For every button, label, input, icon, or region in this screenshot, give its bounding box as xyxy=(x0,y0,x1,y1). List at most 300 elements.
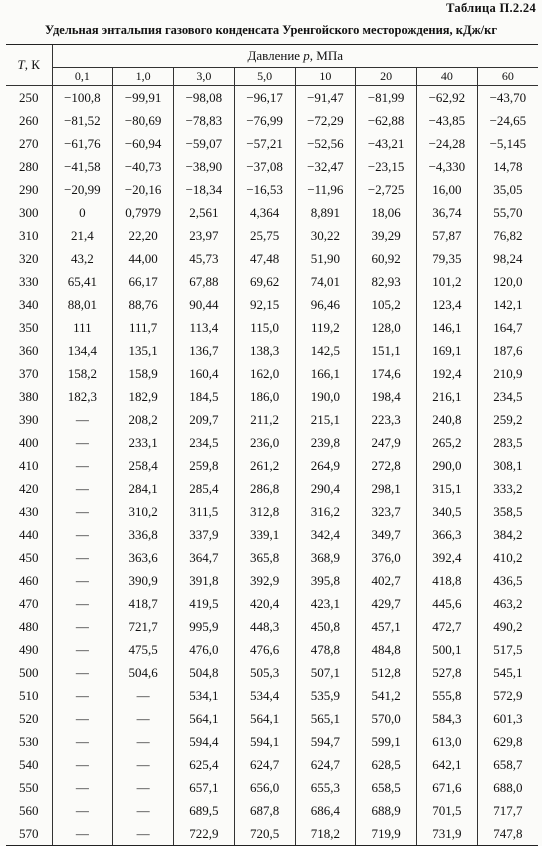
enthalpy-cell: −81,52 xyxy=(52,109,113,132)
table-row xyxy=(6,109,538,132)
enthalpy-cell: −59,07 xyxy=(174,132,235,155)
enthalpy-cell: −91,47 xyxy=(295,86,356,110)
enthalpy-cell: 719,9 xyxy=(356,822,417,846)
enthalpy-cell: 158,9 xyxy=(113,362,174,385)
enthalpy-cell: 111 xyxy=(52,316,113,339)
enthalpy-cell: — xyxy=(52,546,113,569)
enthalpy-cell: 4,364 xyxy=(234,201,295,224)
enthalpy-cell: 43,2 xyxy=(52,247,113,270)
enthalpy-cell: 120,0 xyxy=(477,270,538,293)
enthalpy-cell: 44,00 xyxy=(113,247,174,270)
enthalpy-cell: −78,83 xyxy=(174,109,235,132)
enthalpy-cell: 365,8 xyxy=(234,546,295,569)
enthalpy-cell: 570,0 xyxy=(356,707,417,730)
enthalpy-cell: — xyxy=(52,431,113,454)
enthalpy-cell: 457,1 xyxy=(356,615,417,638)
enthalpy-cell: — xyxy=(52,638,113,661)
enthalpy-cell: 721,7 xyxy=(113,615,174,638)
enthalpy-cell: 658,7 xyxy=(477,753,538,776)
enthalpy-cell: — xyxy=(113,730,174,753)
enthalpy-cell: 500,1 xyxy=(417,638,478,661)
enthalpy-cell: 594,4 xyxy=(174,730,235,753)
temperature-cell: 360 xyxy=(19,342,39,358)
enthalpy-cell: 624,7 xyxy=(234,753,295,776)
enthalpy-cell: 448,3 xyxy=(234,615,295,638)
enthalpy-cell: 391,8 xyxy=(174,569,235,592)
enthalpy-cell: 290,4 xyxy=(295,477,356,500)
enthalpy-cell: 39,29 xyxy=(356,224,417,247)
enthalpy-cell: 259,8 xyxy=(174,454,235,477)
enthalpy-cell: 722,9 xyxy=(174,822,235,846)
enthalpy-cell: 476,0 xyxy=(174,638,235,661)
enthalpy-cell: 261,2 xyxy=(234,454,295,477)
pressure-value-header: 1,0 xyxy=(113,68,174,86)
enthalpy-cell: 113,4 xyxy=(174,316,235,339)
table-row xyxy=(6,822,538,846)
enthalpy-cell: −16,53 xyxy=(234,178,295,201)
enthalpy-cell: 323,7 xyxy=(356,500,417,523)
enthalpy-cell: 476,6 xyxy=(234,638,295,661)
temperature-cell: 460 xyxy=(19,572,39,588)
enthalpy-cell: 429,7 xyxy=(356,592,417,615)
enthalpy-cell: −20,99 xyxy=(52,178,113,201)
enthalpy-cell: 209,7 xyxy=(174,408,235,431)
table-row xyxy=(6,408,538,431)
enthalpy-cell: 134,4 xyxy=(52,339,113,362)
enthalpy-cell: 76,82 xyxy=(477,224,538,247)
enthalpy-cell: 36,74 xyxy=(417,201,478,224)
enthalpy-cell: 342,4 xyxy=(295,523,356,546)
enthalpy-cell: 504,6 xyxy=(113,661,174,684)
enthalpy-cell: 66,17 xyxy=(113,270,174,293)
temperature-cell: 370 xyxy=(19,365,39,381)
enthalpy-cell: 283,5 xyxy=(477,431,538,454)
enthalpy-cell: −43,85 xyxy=(417,109,478,132)
enthalpy-cell: 101,2 xyxy=(417,270,478,293)
temperature-cell: 270 xyxy=(19,135,39,151)
enthalpy-cell: 358,5 xyxy=(477,500,538,523)
enthalpy-cell: 198,4 xyxy=(356,385,417,408)
enthalpy-cell: 594,7 xyxy=(295,730,356,753)
table-row xyxy=(6,776,538,799)
enthalpy-cell: 625,4 xyxy=(174,753,235,776)
enthalpy-cell: 340,5 xyxy=(417,500,478,523)
enthalpy-cell: 74,01 xyxy=(295,270,356,293)
enthalpy-cell: 47,48 xyxy=(234,247,295,270)
enthalpy-cell: −23,15 xyxy=(356,155,417,178)
enthalpy-cell: 30,22 xyxy=(295,224,356,247)
enthalpy-cell: 392,4 xyxy=(417,546,478,569)
temperature-cell: 260 xyxy=(19,112,39,128)
enthalpy-cell: −5,145 xyxy=(477,132,538,155)
enthalpy-cell: 88,01 xyxy=(52,293,113,316)
temperature-cell: 430 xyxy=(19,503,39,519)
enthalpy-cell: 169,1 xyxy=(417,339,478,362)
enthalpy-cell: 0,7979 xyxy=(113,201,174,224)
enthalpy-cell: 505,3 xyxy=(234,661,295,684)
enthalpy-cell: 234,5 xyxy=(477,385,538,408)
enthalpy-cell: 0 xyxy=(52,201,113,224)
enthalpy-cell: 436,5 xyxy=(477,569,538,592)
enthalpy-cell: 67,88 xyxy=(174,270,235,293)
table-row xyxy=(6,661,538,684)
enthalpy-cell: 88,76 xyxy=(113,293,174,316)
enthalpy-cell: 174,6 xyxy=(356,362,417,385)
temperature-cell: 510 xyxy=(19,687,39,703)
table-row xyxy=(6,339,538,362)
enthalpy-cell: — xyxy=(113,753,174,776)
temperature-cell: 570 xyxy=(6,822,52,846)
enthalpy-cell: 22,20 xyxy=(113,224,174,247)
enthalpy-cell: 16,00 xyxy=(417,178,478,201)
enthalpy-cell: 285,4 xyxy=(174,477,235,500)
temperature-cell: 470 xyxy=(19,595,39,611)
enthalpy-cell: 264,9 xyxy=(295,454,356,477)
enthalpy-cell: −96,17 xyxy=(234,86,295,110)
enthalpy-cell: 151,1 xyxy=(356,339,417,362)
enthalpy-cell: 51,90 xyxy=(295,247,356,270)
enthalpy-cell: 315,1 xyxy=(417,477,478,500)
table-row xyxy=(6,753,538,776)
temperature-cell: 540 xyxy=(19,756,39,772)
enthalpy-cell: 564,1 xyxy=(234,707,295,730)
enthalpy-cell: 298,1 xyxy=(356,477,417,500)
temperature-cell: 500 xyxy=(19,664,39,680)
enthalpy-cell: 290,0 xyxy=(417,454,478,477)
enthalpy-cell: 35,05 xyxy=(477,178,538,201)
table-row xyxy=(6,293,538,316)
enthalpy-cell: — xyxy=(52,661,113,684)
enthalpy-cell: 21,4 xyxy=(52,224,113,247)
enthalpy-cell: 463,2 xyxy=(477,592,538,615)
enthalpy-cell: 555,8 xyxy=(417,684,478,707)
enthalpy-cell: 504,8 xyxy=(174,661,235,684)
enthalpy-cell: 392,9 xyxy=(234,569,295,592)
enthalpy-cell: 57,87 xyxy=(417,224,478,247)
enthalpy-cell: 418,7 xyxy=(113,592,174,615)
enthalpy-cell: 284,1 xyxy=(113,477,174,500)
enthalpy-cell: 96,46 xyxy=(295,293,356,316)
enthalpy-cell: 624,7 xyxy=(295,753,356,776)
pressure-value-header: 60 xyxy=(477,68,538,86)
temperature-cell: 480 xyxy=(19,618,39,634)
enthalpy-cell: 450,8 xyxy=(295,615,356,638)
enthalpy-cell: 490,2 xyxy=(477,615,538,638)
enthalpy-cell: 402,7 xyxy=(356,569,417,592)
table-row xyxy=(6,799,538,822)
enthalpy-cell: −32,47 xyxy=(295,155,356,178)
enthalpy-cell: 701,5 xyxy=(417,799,478,822)
enthalpy-cell: 419,5 xyxy=(174,592,235,615)
enthalpy-cell: 629,8 xyxy=(477,730,538,753)
table-row xyxy=(6,638,538,661)
temperature-cell: 400 xyxy=(19,434,39,450)
enthalpy-cell: 472,7 xyxy=(417,615,478,638)
enthalpy-cell: 688,0 xyxy=(477,776,538,799)
enthalpy-cell: 747,8 xyxy=(477,822,538,846)
enthalpy-cell: 258,4 xyxy=(113,454,174,477)
enthalpy-cell: — xyxy=(52,500,113,523)
enthalpy-cell: −43,70 xyxy=(477,86,538,110)
enthalpy-cell: 60,92 xyxy=(356,247,417,270)
table-row xyxy=(6,730,538,753)
enthalpy-cell: −62,92 xyxy=(417,86,478,110)
table-row xyxy=(6,431,538,454)
enthalpy-cell: 79,35 xyxy=(417,247,478,270)
enthalpy-cell: 534,4 xyxy=(234,684,295,707)
enthalpy-cell: 119,2 xyxy=(295,316,356,339)
enthalpy-cell: −40,73 xyxy=(113,155,174,178)
enthalpy-cell: 349,7 xyxy=(356,523,417,546)
table-row xyxy=(6,546,538,569)
enthalpy-cell: 601,3 xyxy=(477,707,538,730)
enthalpy-cell: 572,9 xyxy=(477,684,538,707)
temperature-cell: 340 xyxy=(19,296,39,312)
enthalpy-cell: −72,29 xyxy=(295,109,356,132)
enthalpy-cell: 445,6 xyxy=(417,592,478,615)
temperature-cell: 290 xyxy=(19,181,39,197)
table-row xyxy=(6,523,538,546)
temperature-cell: 550 xyxy=(19,779,39,795)
table-row xyxy=(6,454,538,477)
enthalpy-cell: 418,8 xyxy=(417,569,478,592)
enthalpy-cell: 310,2 xyxy=(113,500,174,523)
enthalpy-cell: 142,1 xyxy=(477,293,538,316)
enthalpy-cell: — xyxy=(52,592,113,615)
enthalpy-cell: −37,08 xyxy=(234,155,295,178)
enthalpy-cell: 565,1 xyxy=(295,707,356,730)
enthalpy-cell: 657,1 xyxy=(174,776,235,799)
enthalpy-cell: 308,1 xyxy=(477,454,538,477)
enthalpy-cell: 184,5 xyxy=(174,385,235,408)
enthalpy-cell: −60,94 xyxy=(113,132,174,155)
enthalpy-cell: 136,7 xyxy=(174,339,235,362)
enthalpy-cell: 18,06 xyxy=(356,201,417,224)
enthalpy-cell: 233,1 xyxy=(113,431,174,454)
table-row xyxy=(6,569,538,592)
enthalpy-cell: 395,8 xyxy=(295,569,356,592)
table-body xyxy=(6,86,538,846)
enthalpy-cell: 584,3 xyxy=(417,707,478,730)
enthalpy-cell: 236,0 xyxy=(234,431,295,454)
enthalpy-cell: 223,3 xyxy=(356,408,417,431)
enthalpy-cell: 2,561 xyxy=(174,201,235,224)
enthalpy-cell: 65,41 xyxy=(52,270,113,293)
enthalpy-cell: 376,0 xyxy=(356,546,417,569)
table-row xyxy=(6,500,538,523)
enthalpy-cell: −57,21 xyxy=(234,132,295,155)
enthalpy-cell: — xyxy=(113,776,174,799)
enthalpy-cell: 208,2 xyxy=(113,408,174,431)
table-row xyxy=(6,132,538,155)
enthalpy-cell: 98,24 xyxy=(477,247,538,270)
enthalpy-cell: 259,2 xyxy=(477,408,538,431)
enthalpy-cell: 164,7 xyxy=(477,316,538,339)
table-row xyxy=(6,385,538,408)
enthalpy-cell: 368,9 xyxy=(295,546,356,569)
enthalpy-cell: — xyxy=(52,408,113,431)
enthalpy-cell: 507,1 xyxy=(295,661,356,684)
table-row xyxy=(6,86,538,110)
enthalpy-cell: 311,5 xyxy=(174,500,235,523)
enthalpy-cell: — xyxy=(113,707,174,730)
enthalpy-cell: 55,70 xyxy=(477,201,538,224)
enthalpy-cell: −18,34 xyxy=(174,178,235,201)
enthalpy-cell: 312,8 xyxy=(234,500,295,523)
enthalpy-table xyxy=(6,44,538,846)
table-row xyxy=(6,316,538,339)
enthalpy-cell: 182,9 xyxy=(113,385,174,408)
temperature-cell: 350 xyxy=(19,319,39,335)
enthalpy-cell: 316,2 xyxy=(295,500,356,523)
enthalpy-cell: 45,73 xyxy=(174,247,235,270)
temperature-cell: 410 xyxy=(19,457,39,473)
enthalpy-cell: 534,1 xyxy=(174,684,235,707)
enthalpy-cell: 366,3 xyxy=(417,523,478,546)
table-row xyxy=(6,155,538,178)
enthalpy-cell: — xyxy=(113,822,174,846)
pressure-value-header: 10 xyxy=(295,68,356,86)
enthalpy-cell: 216,1 xyxy=(417,385,478,408)
table-row xyxy=(6,592,538,615)
enthalpy-cell: −100,8 xyxy=(52,86,113,110)
enthalpy-cell: −11,96 xyxy=(295,178,356,201)
temperature-cell: 310 xyxy=(19,227,39,243)
pressure-value-header: 0,1 xyxy=(52,68,113,86)
enthalpy-cell: 142,5 xyxy=(295,339,356,362)
enthalpy-cell: 247,9 xyxy=(356,431,417,454)
table-number: Таблица П.2.24 xyxy=(446,1,536,15)
enthalpy-cell: 527,8 xyxy=(417,661,478,684)
table-row xyxy=(6,201,538,224)
pressure-value-header: 3,0 xyxy=(174,68,235,86)
enthalpy-cell: 995,9 xyxy=(174,615,235,638)
pressure-value-header: 40 xyxy=(417,68,478,86)
enthalpy-cell: −20,16 xyxy=(113,178,174,201)
enthalpy-cell: 111,7 xyxy=(113,316,174,339)
enthalpy-cell: 517,5 xyxy=(477,638,538,661)
enthalpy-cell: 333,2 xyxy=(477,477,538,500)
temperature-cell: 490 xyxy=(19,641,39,657)
enthalpy-cell: 192,4 xyxy=(417,362,478,385)
table-row xyxy=(6,270,538,293)
table-row xyxy=(6,684,538,707)
enthalpy-cell: 475,5 xyxy=(113,638,174,661)
enthalpy-cell: — xyxy=(52,753,113,776)
enthalpy-cell: — xyxy=(52,822,113,846)
enthalpy-cell: 115,0 xyxy=(234,316,295,339)
enthalpy-cell: 478,8 xyxy=(295,638,356,661)
enthalpy-cell: 688,9 xyxy=(356,799,417,822)
enthalpy-cell: 336,8 xyxy=(113,523,174,546)
temperature-cell: 280 xyxy=(19,158,39,174)
enthalpy-cell: 390,9 xyxy=(113,569,174,592)
enthalpy-cell: 658,5 xyxy=(356,776,417,799)
enthalpy-cell: −43,21 xyxy=(356,132,417,155)
enthalpy-cell: −98,08 xyxy=(174,86,235,110)
enthalpy-cell: 731,9 xyxy=(417,822,478,846)
enthalpy-cell: −62,88 xyxy=(356,109,417,132)
table-row xyxy=(6,362,538,385)
enthalpy-cell: 364,7 xyxy=(174,546,235,569)
temperature-cell: 450 xyxy=(19,549,39,565)
enthalpy-cell: — xyxy=(113,799,174,822)
temperature-cell: 420 xyxy=(19,480,39,496)
enthalpy-cell: 239,8 xyxy=(295,431,356,454)
temperature-cell: 300 xyxy=(19,204,39,220)
enthalpy-cell: 14,78 xyxy=(477,155,538,178)
enthalpy-cell: 613,0 xyxy=(417,730,478,753)
enthalpy-cell: −24,65 xyxy=(477,109,538,132)
temperature-cell: 560 xyxy=(19,802,39,818)
enthalpy-cell: 512,8 xyxy=(356,661,417,684)
enthalpy-cell: −41,58 xyxy=(52,155,113,178)
enthalpy-cell: — xyxy=(52,454,113,477)
enthalpy-cell: 182,3 xyxy=(52,385,113,408)
enthalpy-cell: −61,76 xyxy=(52,132,113,155)
enthalpy-cell: 160,4 xyxy=(174,362,235,385)
enthalpy-cell: — xyxy=(52,615,113,638)
enthalpy-cell: 82,93 xyxy=(356,270,417,293)
enthalpy-cell: 686,4 xyxy=(295,799,356,822)
enthalpy-cell: 190,0 xyxy=(295,385,356,408)
enthalpy-cell: −52,56 xyxy=(295,132,356,155)
enthalpy-cell: 8,891 xyxy=(295,201,356,224)
enthalpy-cell: — xyxy=(52,684,113,707)
enthalpy-cell: 599,1 xyxy=(356,730,417,753)
enthalpy-cell: 656,0 xyxy=(234,776,295,799)
enthalpy-cell: 628,5 xyxy=(356,753,417,776)
enthalpy-cell: 187,6 xyxy=(477,339,538,362)
pressure-value-header: 20 xyxy=(356,68,417,86)
enthalpy-cell: 25,75 xyxy=(234,224,295,247)
enthalpy-cell: 363,6 xyxy=(113,546,174,569)
enthalpy-cell: 23,97 xyxy=(174,224,235,247)
enthalpy-cell: 186,0 xyxy=(234,385,295,408)
enthalpy-cell: — xyxy=(113,684,174,707)
enthalpy-cell: −76,99 xyxy=(234,109,295,132)
enthalpy-cell: 484,8 xyxy=(356,638,417,661)
enthalpy-cell: — xyxy=(52,523,113,546)
enthalpy-cell: −24,28 xyxy=(417,132,478,155)
enthalpy-cell: 240,8 xyxy=(417,408,478,431)
enthalpy-cell: 265,2 xyxy=(417,431,478,454)
temperature-cell: 330 xyxy=(19,273,39,289)
enthalpy-cell: −81,99 xyxy=(356,86,417,110)
enthalpy-cell: 564,1 xyxy=(174,707,235,730)
enthalpy-cell: 535,9 xyxy=(295,684,356,707)
temperature-cell: 440 xyxy=(19,526,39,542)
table-row xyxy=(6,178,538,201)
enthalpy-cell: 541,2 xyxy=(356,684,417,707)
temperature-cell: 520 xyxy=(19,710,39,726)
enthalpy-cell: −4,330 xyxy=(417,155,478,178)
enthalpy-cell: 545,1 xyxy=(477,661,538,684)
enthalpy-cell: 687,8 xyxy=(234,799,295,822)
table-row xyxy=(6,247,538,270)
enthalpy-cell: 272,8 xyxy=(356,454,417,477)
enthalpy-cell: 162,0 xyxy=(234,362,295,385)
enthalpy-cell: 166,1 xyxy=(295,362,356,385)
enthalpy-cell: 69,62 xyxy=(234,270,295,293)
temperature-cell: 390 xyxy=(19,411,39,427)
enthalpy-cell: 92,15 xyxy=(234,293,295,316)
enthalpy-cell: 423,1 xyxy=(295,592,356,615)
enthalpy-cell: — xyxy=(52,776,113,799)
enthalpy-cell: 211,2 xyxy=(234,408,295,431)
enthalpy-cell: 135,1 xyxy=(113,339,174,362)
temperature-cell: 530 xyxy=(19,733,39,749)
